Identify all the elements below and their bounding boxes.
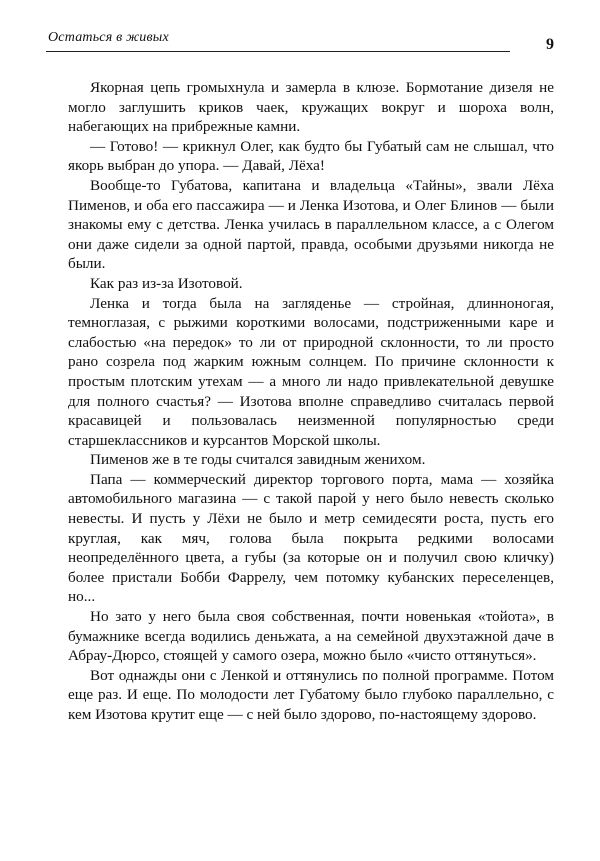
paragraph: Папа — коммерческий директор торгового порта, мама — хозяйка автомобильного магазина — с такой парой у него было невесть сколько невесты. И пусть у Лёхи не было и метр семидесяти роста, пусть его круглая, как мяч, голова была покрыта редкими волосами неопределённого цвета, а губы (за которые он и получил свою кличку) более пристали Бобби Фаррелу, чем потомку кубанских переселенцев, но... (68, 470, 554, 606)
paragraph: Но зато у него была своя собственная, почти новенькая «тойота», в бумажнике всегда водились деньжата, а на семейной двухэтажной даче в Абрау-Дюрсо, стоящей у самого озера, можно было «чисто оттянуться». (68, 608, 554, 665)
paragraph: — Готово! — крикнул Олег, как будто бы Губатый сам не слышал, что якорь выбран до упора. — Давай, Лёха! (68, 137, 554, 175)
paragraph: Пименов же в те годы считался завидным женихом. (90, 451, 426, 469)
paragraph: Как раз из-за Изотовой. (90, 274, 243, 292)
paragraph: Якорная цепь громыхнула и замерла в клюзе. Бормотание дизеля не могло заглушить криков чаек, кружащих вокруг и шороха волн, набегающих на прибрежные камни. (68, 79, 554, 136)
paragraph: Ленка и тогда была на загляденье — стройная, длинноногая, темноглазая, с рыжими короткими волосами, подстриженными каре и слабостью «на передок» то ли от природной склонности, то ли просто рано созрела под жарким южным солнцем. По причине склонности к простым плотским утехам — а много ли надо привлекательной девушке для полного счастья? — Изотова вполне справедливо считалась первой красавицей и пользовалась неизменной популярностью среди старшеклассников и курсантов Морской школы. (68, 294, 554, 449)
body-text (68, 78, 554, 725)
page-number: 9 (546, 36, 554, 53)
running-title: Остаться в живых (48, 30, 169, 45)
paragraph: Вообще-то Губатова, капитана и владельца «Тайны», звали Лёха Пименов, и оба его пассажира — и Ленка Изотова, и Олег Блинов — были знакомы ему с детства. Ленка училась в параллельном классе, а с Олегом они даже сидели за одной партой, правда, особыми друзьями никогда не были. (68, 176, 554, 273)
header-rule (46, 51, 510, 52)
paragraph: Вот однажды они с Ленкой и оттянулись по полной программе. Потом еще раз. И еще. По молодости лет Губатому было глубоко параллельно, с кем Изотова крутит еще — с ней было здорово, по-настоящему здорово. (68, 666, 554, 723)
